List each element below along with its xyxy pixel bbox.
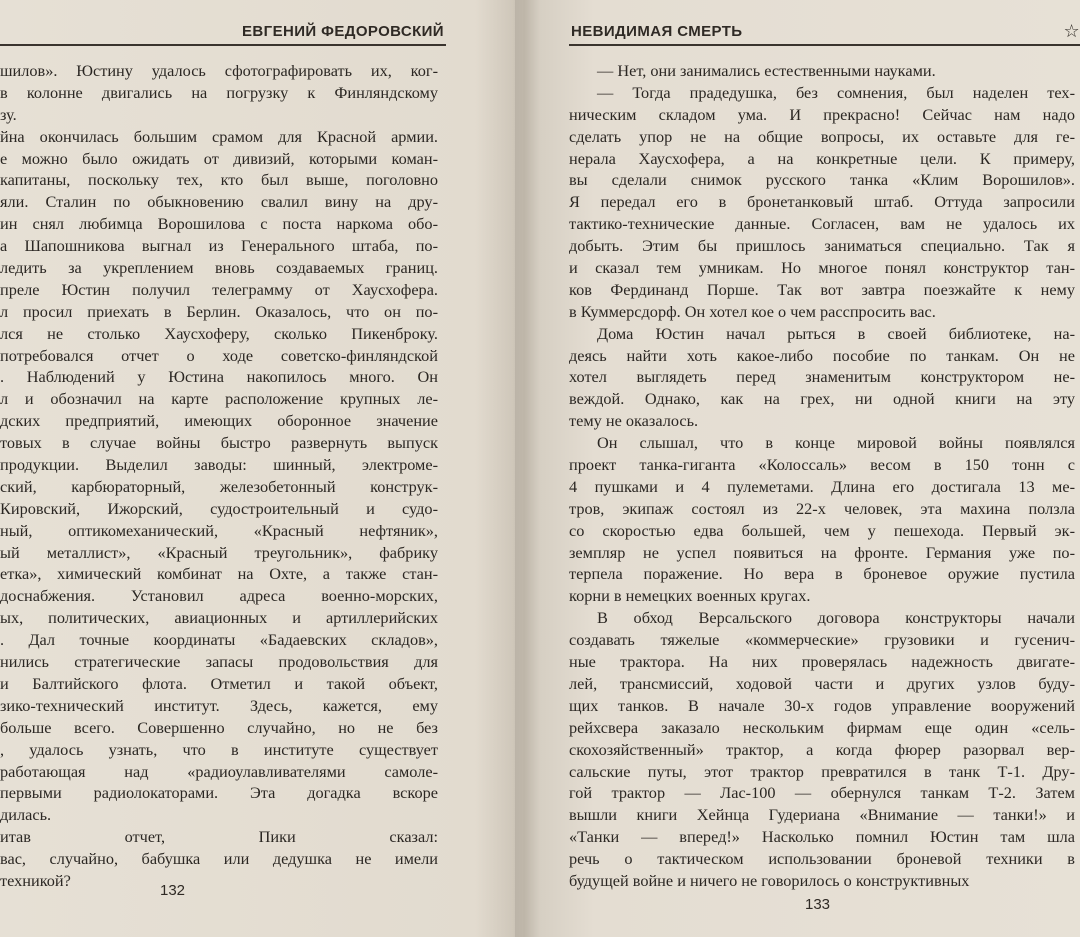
text-line: доснабжения. Установил адреса военно-морских, bbox=[0, 586, 438, 606]
text-line: 4 пушками и 4 пулеметами. Длина его достигала 13 ме- bbox=[569, 476, 1075, 496]
right-page bbox=[515, 0, 1080, 937]
text-line: е можно было ожидать от дивизий, которыми коман- bbox=[0, 148, 438, 168]
text-line: зико-технический институт. Здесь, кажется, ему bbox=[0, 695, 438, 715]
text-line: л просил приехать в Берлин. Оказалось, что он по- bbox=[0, 301, 438, 321]
text-line: тров, экипаж состоял из 22-х человек, эта махина ползла bbox=[569, 498, 1075, 518]
text-line: щих танков. В начале 30-х годов управление вооружений bbox=[569, 695, 1075, 715]
text-line: — Тогда прадедушка, без сомнения, был наделен тех- bbox=[597, 82, 1075, 102]
text-line: ский, карбюраторный, железобетонный конструк- bbox=[0, 476, 438, 496]
text-line: ническим складом ума. И прекрасно! Сейчас нам надо bbox=[569, 104, 1075, 124]
text-line: больше всего. Совершенно случайно, но не без bbox=[0, 717, 438, 737]
text-line: зу. bbox=[0, 104, 17, 124]
left-page bbox=[0, 0, 515, 937]
text-line: со скоростью едва большей, чем у пешехода. Первый эк- bbox=[569, 520, 1075, 540]
text-line: нились стратегические запасы продовольствия для bbox=[0, 652, 438, 672]
text-line: яли. Сталин по обыкновению свалил вину на дру- bbox=[0, 192, 438, 212]
text-line: добыть. Этим бы пришлось заниматься специально. Так я bbox=[569, 236, 1075, 256]
text-line: терпела поражение. Но вера в броневое оружие пустила bbox=[569, 564, 1075, 584]
text-line: потребовался отчет о ходе советско-финляндской bbox=[0, 345, 438, 365]
text-line: веждой. Однако, как на грех, ни одной книги на эту bbox=[569, 389, 1075, 409]
text-line: тактико-технические данные. Согласен, вам не удалось их bbox=[569, 214, 1075, 234]
text-line: речь о тактическом использовании броневой техники в bbox=[569, 849, 1075, 869]
text-line: гой трактор — Лас-100 — обернулся танкам Т-2. Затем bbox=[569, 783, 1075, 803]
text-line: создавать тяжелые «коммерческие» грузовики и гусенич- bbox=[569, 630, 1075, 650]
text-line: вышли книги Хейнца Гудериана «Внимание — танки!» и bbox=[569, 805, 1075, 825]
text-line: лей, трансмиссий, ходовой части и других узлов буду- bbox=[569, 673, 1075, 693]
text-line: Кировский, Ижорский, судостроительный и судо- bbox=[0, 498, 438, 518]
text-line: рейхсвера заказало нескольким фирмам еще один «сель- bbox=[569, 717, 1075, 737]
right-page-text bbox=[569, 60, 1075, 892]
text-line: Дома Юстин начал рыться в своей библиотеке, на- bbox=[597, 323, 1075, 343]
text-line: вас, случайно, бабушка или дедушка не имели bbox=[0, 849, 438, 869]
text-line: нерала Хаусхофера, а на конкретные цели. К примеру, bbox=[569, 148, 1075, 168]
text-line: итав отчет, Пики сказал: bbox=[0, 827, 438, 847]
text-line: — Нет, они занимались естественными науками. bbox=[597, 61, 936, 80]
text-line: будущей войне и ничего не говорилось о конструктивных bbox=[569, 870, 970, 890]
text-line: и сказал тем умникам. Но многое понял конструктор тан- bbox=[569, 258, 1075, 278]
text-line: . Наблюдений у Юстина накопилось много. Он bbox=[0, 367, 438, 387]
text-line: ый металлист», «Красный треугольник», фабрику bbox=[0, 542, 438, 562]
text-line: шилов». Юстину удалось сфотографировать их, ког- bbox=[0, 61, 438, 80]
text-line: ный, оптикомеханический, «Красный нефтяник», bbox=[0, 520, 438, 540]
text-line: ых, политических, авиационных и артиллерийских bbox=[0, 608, 438, 628]
gutter-shadow bbox=[515, 0, 523, 937]
text-line: В обход Версальского договора конструкторы начали bbox=[597, 608, 1075, 628]
text-line: капитаны, поскольку тех, кто был выше, поголовно bbox=[0, 170, 438, 190]
text-line: вы сделали снимок русского танка «Клим Ворошилов». bbox=[569, 170, 1075, 190]
text-line: Я передал его в бронетанковый штаб. Оттуда запросили bbox=[569, 192, 1075, 212]
left-page-number: 132 bbox=[160, 882, 186, 899]
text-line: хотел выглядеть перед знаменитым конструктором не- bbox=[569, 367, 1075, 387]
text-line: л и обозначил на карте расположение крупных ле- bbox=[0, 389, 438, 409]
text-line: ин снял любимца Ворошилова с поста наркома обо- bbox=[0, 214, 438, 234]
text-line: скохозяйственный» трактор, а когда фюрер разорвал вер- bbox=[569, 739, 1075, 759]
text-line: йна окончилась большим срамом для Красной армии. bbox=[0, 126, 438, 146]
star-icon: ☆ bbox=[1063, 21, 1080, 41]
text-line: проект танка-гиганта «Колоссаль» весом в 150 тонн с bbox=[569, 455, 1075, 475]
left-page-text bbox=[0, 60, 438, 892]
text-line: первыми радиолокаторами. Эта догадка вскоре bbox=[0, 783, 438, 803]
text-line: и Балтийского флота. Отметил и такой объект, bbox=[0, 673, 438, 693]
book-title: НЕВИДИМАЯ СМЕРТЬ bbox=[571, 23, 743, 40]
right-page-number: 133 bbox=[805, 896, 831, 913]
text-line: работающая над «радиоулавливателями самоле- bbox=[0, 761, 438, 781]
text-line: земпляр не успел появиться на фронте. Германия уже по- bbox=[569, 542, 1075, 562]
text-line: «Танки — вперед!» Насколько помнил Юстин там шла bbox=[569, 827, 1075, 847]
right-page-header bbox=[569, 14, 1080, 46]
text-line: товых в случае войны быстро развернуть выпуск bbox=[0, 433, 438, 453]
text-line: сальские путы, этот трактор превратился в танк Т-1. Дру- bbox=[569, 761, 1075, 781]
text-line: продукции. Выделил заводы: шинный, электроме- bbox=[0, 455, 438, 475]
text-line: дилась. bbox=[0, 805, 52, 825]
text-line: дских предприятий, имеющих оборонное значение bbox=[0, 411, 438, 431]
text-line: ледить за укреплением вновь создаваемых границ. bbox=[0, 258, 438, 278]
text-line: техникой? bbox=[0, 870, 71, 890]
author-name: ЕВГЕНИЙ ФЕДОРОВСКИЙ bbox=[242, 23, 444, 40]
text-line: , удалось узнать, что в институте существует bbox=[0, 739, 438, 759]
text-line: . Дал точные координаты «Бадаевских складов», bbox=[0, 630, 438, 650]
text-line: ные трактора. На них проверялась надежность двигате- bbox=[569, 652, 1075, 672]
text-line: преле Юстин получил телеграмму от Хаусхофера. bbox=[0, 279, 438, 299]
text-line: а Шапошникова выгнал из Генерального штаба, по- bbox=[0, 236, 438, 256]
text-line: корни в немецких военных кругах. bbox=[569, 586, 811, 606]
text-line: ков Фердинанд Порше. Так вот завтра поезжайте к нему bbox=[569, 279, 1075, 299]
text-line: Он слышал, что в конце мировой войны появлялся bbox=[597, 433, 1075, 453]
text-line: лся не столько Хаусхоферу, сколько Пикенброку. bbox=[0, 323, 438, 343]
left-page-header bbox=[0, 14, 446, 46]
text-line: в Куммерсдорф. Он хотел кое о чем расспросить вас. bbox=[569, 301, 936, 321]
text-line: в колонне двигались на погрузку к Финляндскому bbox=[0, 82, 438, 102]
text-line: тему не оказалось. bbox=[569, 411, 699, 431]
text-line: етка», химический комбинат на Охте, а также стан- bbox=[0, 564, 438, 584]
text-line: деясь найти хоть какое-либо пособие по танкам. Он не bbox=[569, 345, 1075, 365]
text-line: сделать упор не на общие вопросы, их оставьте для ге- bbox=[569, 126, 1075, 146]
